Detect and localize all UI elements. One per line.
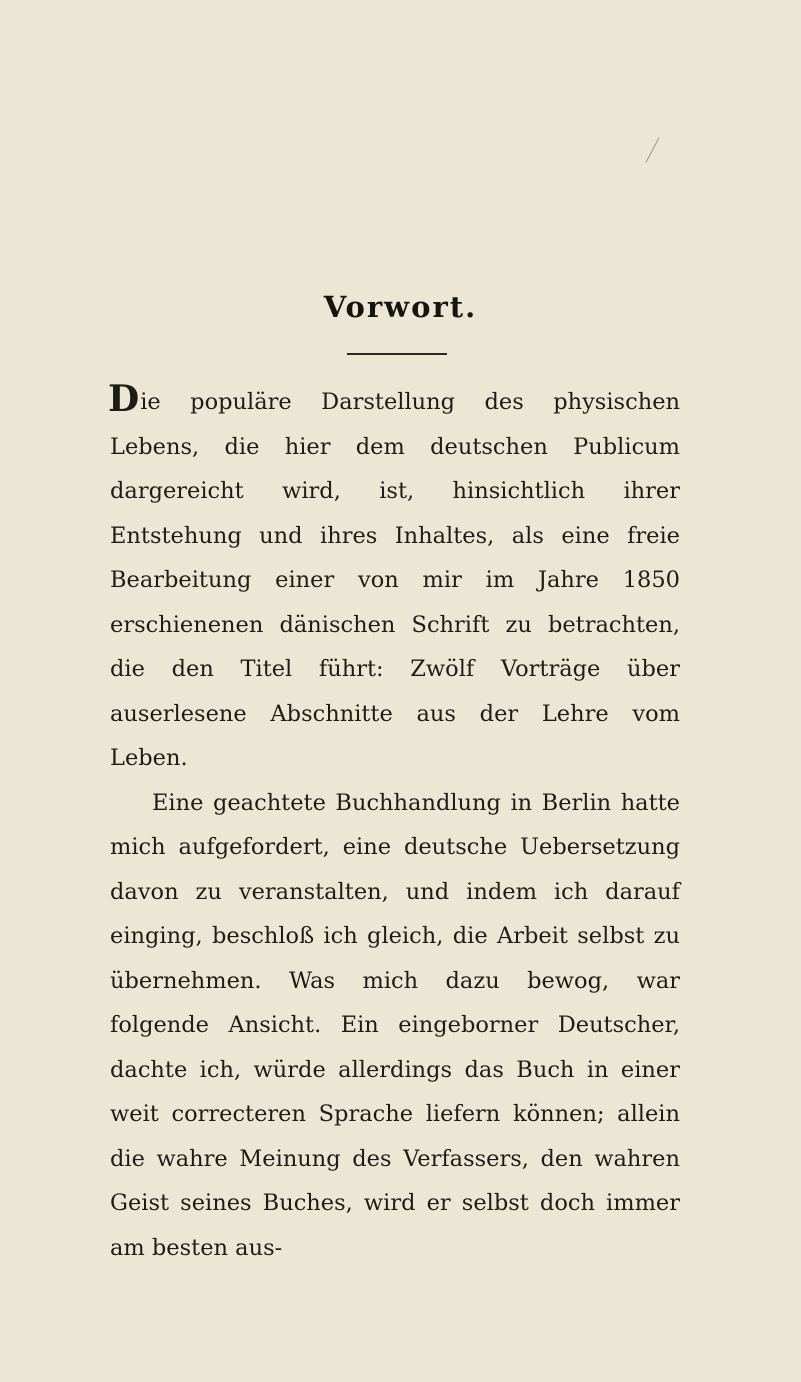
stray-pencil-mark bbox=[645, 137, 659, 162]
paragraph-2-text: Eine geachtete Buchhandlung in Berlin hatte mich aufgefordert, eine deutsche Uebersetzung davon zu veranstalten, und indem ich darauf einging, beschloß ich gleich, die Arbeit selbst zu übernehmen. Was mich dazu bewog, war folgende Ansicht. Ein eingeborner Deutscher, dachte ich, würde allerdings das Buch in einer weit correcteren Sprache liefern können; allein die wahre Meinung des Verfassers, den wahren Geist seines Buches, wird er selbst doch immer am besten aus- bbox=[110, 789, 680, 1261]
paragraph-1-text: ie populäre Darstellung des physischen Lebens, die hier dem deutschen Publicum dargereicht wird, ist, hinsichtlich ihrer Entstehung und ihres Inhaltes, als eine freie Bearbeitung einer von mir im Jahre 1850 erschienenen dänischen Schrift zu betrachten, die den Titel führt: Zwölf Vorträge über auserlesene Abschnitte aus der Lehre vom Leben. bbox=[110, 389, 680, 771]
drop-cap: D bbox=[108, 378, 140, 420]
title-divider bbox=[347, 353, 447, 355]
paragraph-1 bbox=[110, 380, 680, 781]
paragraph-2 bbox=[110, 781, 680, 1271]
body-text bbox=[110, 380, 680, 1270]
page-title: Vorwort. bbox=[323, 290, 478, 324]
